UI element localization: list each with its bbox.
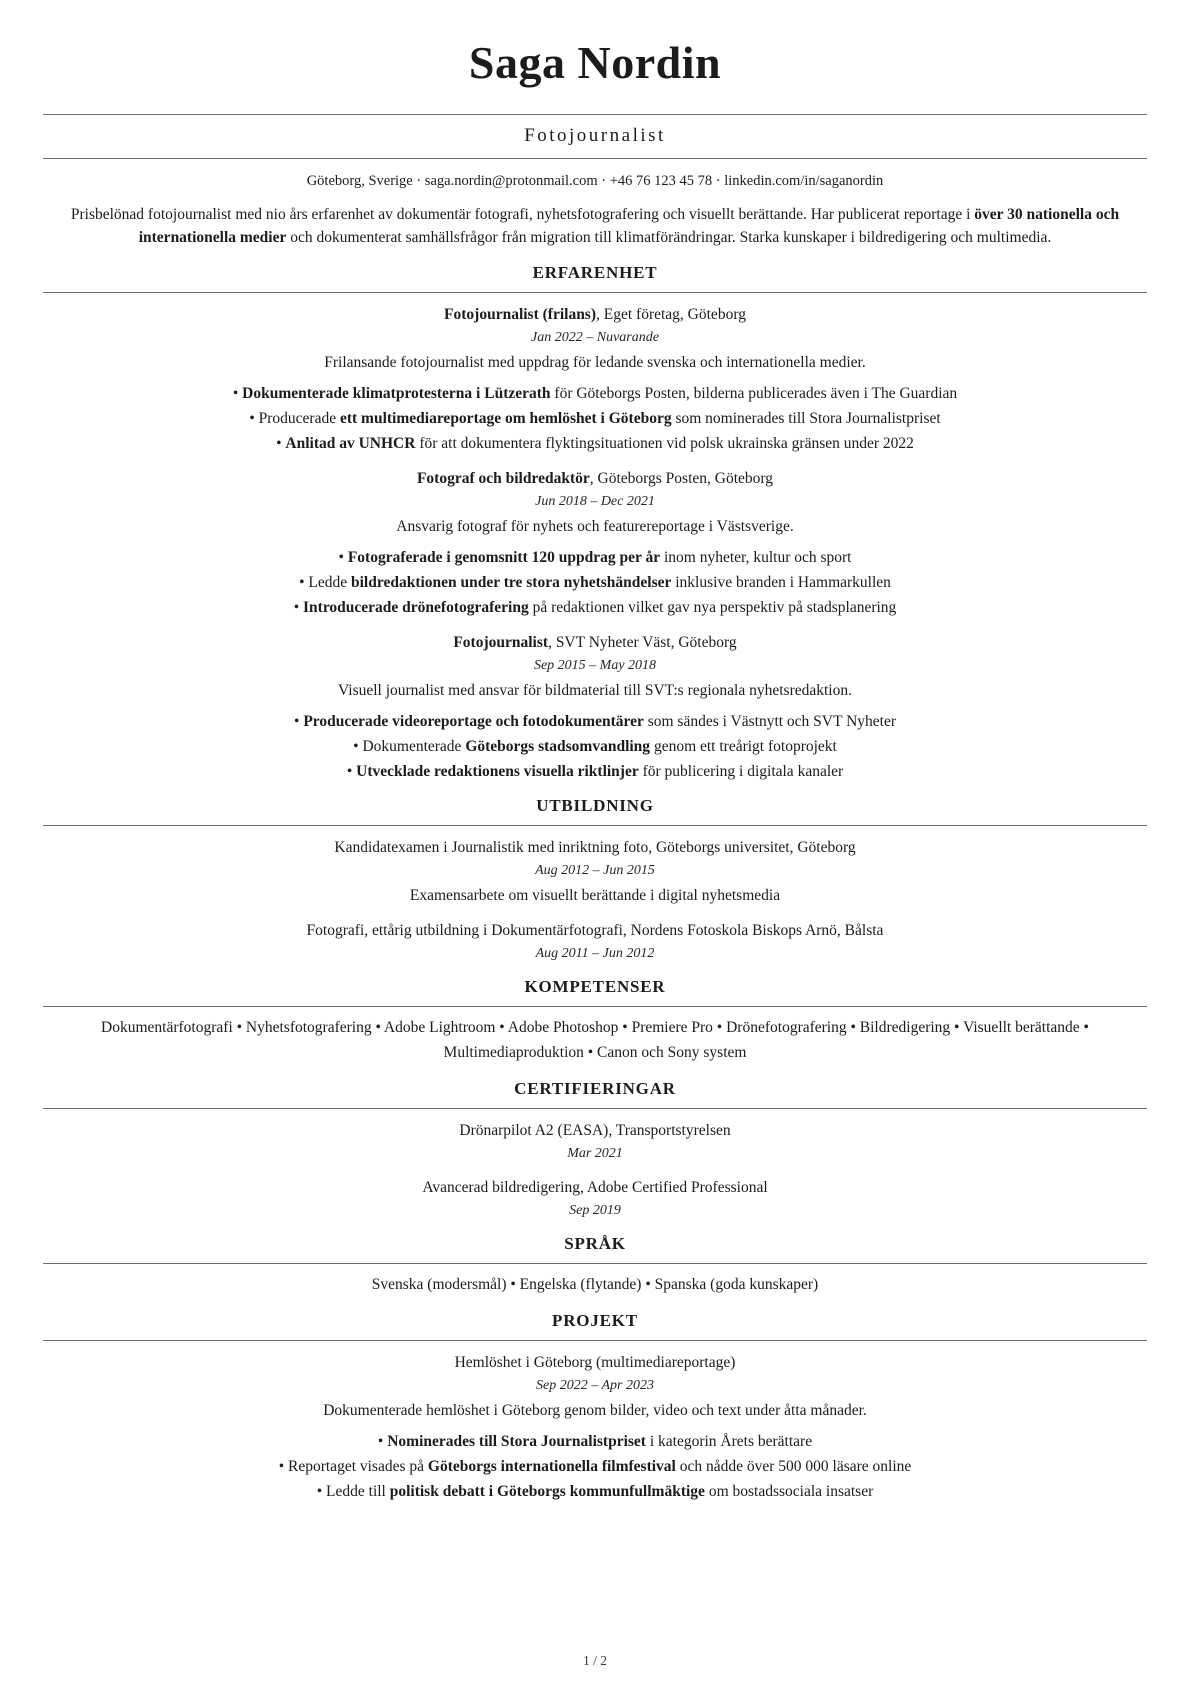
bullet-item: • Utvecklade redaktionens visuella riktlinjer för publicering i digitala kanaler (43, 762, 1147, 782)
bullet-item: • Fotograferade i genomsnitt 120 uppdrag per år inom nyheter, kultur och sport (43, 548, 1147, 568)
section-title-education: UTBILDNING (43, 795, 1147, 826)
job-title: Fotojournalist, SVT Nyheter Väst, Göteborg (453, 634, 737, 651)
divider (43, 158, 1147, 159)
education-description: Examensarbete om visuellt berättande i digital nyhetsmedia (409, 887, 781, 904)
section-projects (43, 1310, 1147, 1502)
job-title: Fotograf och bildredaktör, Göteborgs Posten, Göteborg (416, 470, 774, 487)
bullet-item: • Nominerades till Stora Journalistpriset i kategorin Årets berättare (43, 1432, 1147, 1452)
job-description: Frilansande fotojournalist med uppdrag för ledande svenska och internationella medier. (324, 354, 866, 371)
experience-entry (43, 305, 1147, 454)
section-languages (43, 1233, 1147, 1297)
job-bullet-list (43, 548, 1147, 618)
project-entry (43, 1353, 1147, 1502)
job-date: Sep 2015 – May 2018 (533, 658, 657, 673)
languages-list: Svenska (modersmål) • Engelska (flytande) • Spanska (goda kunskaper) (371, 1276, 819, 1293)
project-date: Sep 2022 – Apr 2023 (536, 1378, 654, 1393)
certification-entry (43, 1178, 1147, 1220)
section-experience (43, 262, 1147, 782)
section-title-projects: PROJEKT (43, 1310, 1147, 1341)
job-date: Jan 2022 – Nuvarande (531, 330, 659, 345)
section-title-experience: ERFARENHET (43, 262, 1147, 293)
bullet-item: • Reportaget visades på Göteborgs internationella filmfestival och nådde över 500 000 läsare online (43, 1457, 1147, 1477)
person-name: Saga Nordin (468, 37, 722, 88)
section-title-languages: SPRÅK (43, 1233, 1147, 1264)
job-date: Jun 2018 – Dec 2021 (535, 494, 655, 509)
experience-entry (43, 633, 1147, 782)
education-title: Kandidatexamen i Journalistik med inriktning foto, Göteborgs universitet, Göteborg (334, 839, 856, 856)
bullet-item: • Ledde till politisk debatt i Göteborgs kommunfullmäktige om bostadssociala insatser (43, 1482, 1147, 1502)
bullet-item: • Dokumenterade Göteborgs stadsomvandling genom ett treårigt fotoprojekt (43, 737, 1147, 757)
contact-line: Göteborg, Sverige · saga.nordin@protonmail.com · +46 76 123 45 78 · linkedin.com/in/saganordin (306, 173, 884, 189)
education-date: Aug 2012 – Jun 2015 (535, 863, 655, 878)
bullet-item: • Introducerade drönefotografering på redaktionen vilket gav nya perspektiv på stadsplanering (43, 598, 1147, 618)
job-bullet-list (43, 712, 1147, 782)
section-education (43, 795, 1147, 963)
certification-entry (43, 1121, 1147, 1163)
job-description: Visuell journalist med ansvar för bildmaterial till SVT:s regionala nyhetsredaktion. (338, 682, 852, 699)
section-title-certifications: CERTIFIERINGAR (43, 1078, 1147, 1109)
bullet-item: • Ledde bildredaktionen under tre stora nyhetshändelser inklusive branden i Hammarkullen (43, 573, 1147, 593)
section-skills (43, 976, 1147, 1065)
role-title: Fotojournalist (524, 125, 666, 146)
experience-entry (43, 469, 1147, 618)
certification-title: Avancerad bildredigering, Adobe Certified Professional (422, 1179, 768, 1196)
education-entry (43, 838, 1147, 906)
education-title: Fotografi, ettårig utbildning i Dokumentärfotografi, Nordens Fotoskola Biskops Arnö, Bålsta (306, 922, 884, 939)
summary-text: Prisbelönad fotojournalist med nio års erfarenhet av dokumentär fotografi, nyhetsfotografering och visuellt berättande. Har publicerat reportage i över 30 nationella och internationella medier och dokumenterat samhällsfrågor från migration till klimatförändringar. Starka kunskaper i bildredigering och multimedia. (70, 206, 1120, 246)
project-title: Hemlöshet i Göteborg (multimediareportage) (454, 1354, 736, 1371)
certification-date: Sep 2019 (569, 1203, 621, 1218)
project-bullet-list (43, 1432, 1147, 1502)
section-title-skills: KOMPETENSER (43, 976, 1147, 1007)
bullet-item: • Producerade ett multimediareportage om hemlöshet i Göteborg som nominerades till Stora Journalistpriset (43, 409, 1147, 429)
education-entry (43, 921, 1147, 963)
certification-title: Drönarpilot A2 (EASA), Transportstyrelsen (459, 1122, 731, 1139)
bullet-item: • Dokumenterade klimatprotesterna i Lützerath för Göteborgs Posten, bilderna publicerades även i The Guardian (43, 384, 1147, 404)
skills-list: Dokumentärfotografi • Nyhetsfotografering • Adobe Lightroom • Adobe Photoshop • Premiere Pro • Drönefotografering • Bildredigering • Visuellt berättande • Multimediaproduktion • Canon och Sony system (101, 1019, 1089, 1061)
job-description: Ansvarig fotograf för nyhets och featurereportage i Västsverige. (396, 518, 794, 535)
bullet-item: • Anlitad av UNHCR för att dokumentera flyktingsituationen vid polsk ukrainska gränsen under 2022 (43, 434, 1147, 454)
section-certifications (43, 1078, 1147, 1220)
job-title: Fotojournalist (frilans), Eget företag, Göteborg (444, 306, 746, 323)
education-date: Aug 2011 – Jun 2012 (535, 946, 655, 961)
project-description: Dokumenterade hemlöshet i Göteborg genom bilder, video och text under åtta månader. (323, 1402, 867, 1419)
job-bullet-list (43, 384, 1147, 454)
page-number: 1 / 2 (582, 1653, 607, 1668)
bullet-item: • Producerade videoreportage och fotodokumentärer som sändes i Västnytt och SVT Nyheter (43, 712, 1147, 732)
certification-date: Mar 2021 (567, 1146, 623, 1161)
